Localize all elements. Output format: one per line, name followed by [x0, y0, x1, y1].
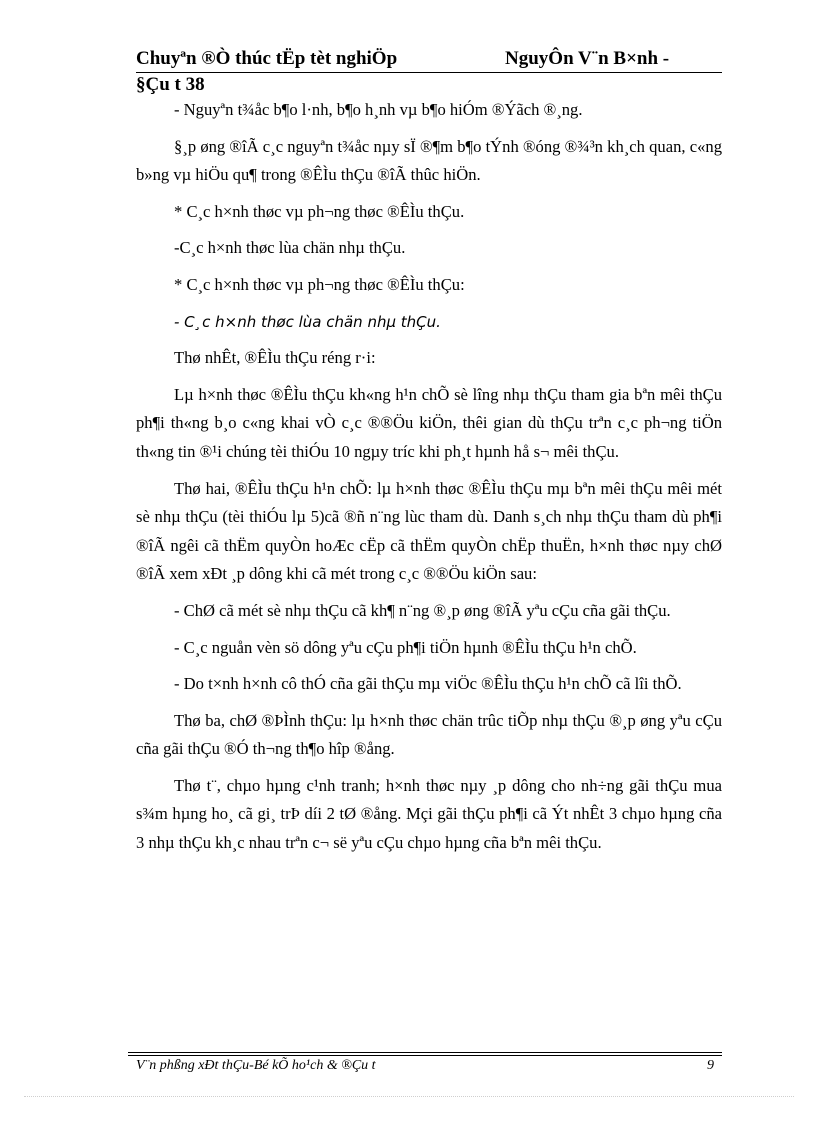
footer-rule: [128, 1052, 722, 1053]
paragraph: -C¸c h×nh thøc lùa chän nhµ thÇu.: [174, 238, 406, 258]
paragraph: - Do t×nh h×nh cô thÓ cña gãi thÇu mµ viÖc ®ÊÌu thÇu h¹n chÕ cã lîi thÕ.: [174, 674, 682, 694]
page-header: [136, 48, 722, 100]
paragraph: Lµ h×nh thøc ®ÊÌu thÇu kh«ng h¹n chÕ sè lîng nhµ thÇu tham gia bªn mêi thÇu ph¶i th«ng b¸o c«ng khai vÒ c¸c ®®Öu kiÖn, thêi gian dù thÇu trªn c¸c ph¬ng tiÖn th«ng tin ®¹i chúng tèi thiÓu 10 ngµy tríc khi ph¸t hµnh hå s¬ mêi thÇu.: [136, 384, 722, 461]
page-number: 9: [707, 1058, 714, 1073]
page-edge-divider: [24, 1096, 794, 1097]
header-subtitle: §Çu t 38: [136, 74, 205, 95]
paragraph: Thø hai, ®ÊÌu thÇu h¹n chÕ: lµ h×nh thøc ®ÊÌu thÇu mµ bªn mêi thÇu mêi mét sè nhµ thÇu (tèi thiÓu lµ 5)cã ®ñ n¨ng lùc tham dù. Danh s¸ch nhµ thÇu tham dù ph¶i ®îÃ ngêi cã thËm quyÒn hoÆc cËp cã thËm quyÒn chËp thuËn, h×nh thøc nµy chØ ®îÃ xem xÐt ¸p dông khi cã mét trong c¸c ®®Öu kiÖn sau:: [136, 478, 722, 584]
paragraph: Thø t¨, chµo hµng c¹nh tranh; h×nh thøc nµy ¸p dông cho nh÷ng gãi thÇu mua s¾m hµng ho¸ cã gi¸ trÞ díi 2 tØ ®ång. Mçi gãi thÇu ph¶i cã Ýt nhÊt 3 chµo hµng cña 3 nhµ thÇu kh¸c nhau trªn c¬ së yªu cÇu chµo hµng cña bªn mêi thÇu.: [136, 775, 722, 853]
paragraph: - ChØ cã mét sè nhµ thÇu cã kh¶ n¨ng ®¸p øng ®îÃ yªu cÇu cña gãi thÇu.: [174, 600, 671, 620]
document-body: [136, 96, 722, 866]
paragraph: * C¸c h×nh thøc vµ ph¬ng thøc ®ÊÌu thÇu:: [174, 274, 465, 294]
footer-rule: [128, 1055, 722, 1056]
paragraph: - Nguyªn t¾åc b¶o l·nh, b¶o h¸nh vµ b¶o hiÓm ®Ýãch ®¸ng.: [174, 100, 583, 119]
header-author: NguyÔn V¨n B×nh -: [505, 48, 670, 69]
paragraph: - C¸c nguån vèn sö dông yªu cÇu ph¶i tiÖn hµnh ®ÊÌu thÇu h¹n chÕ.: [174, 637, 637, 657]
page-footer: [136, 1058, 722, 1078]
footer-text: V¨n phßng xÐt thÇu-Bé kÕ ho¹ch & ®Çu t: [136, 1058, 376, 1073]
paragraph-italic: - C¸c h×nh thøc lùa chän nhµ thÇu.: [174, 312, 441, 331]
paragraph: * C¸c h×nh thøc vµ ph¬ng thøc ®ÊÌu thÇu.: [174, 201, 465, 221]
header-rule: [136, 72, 722, 73]
paragraph: §¸p øng ®îÃ c¸c nguyªn t¾åc nµy sÏ ®¶m b¶o tÝnh ®óng ®¾³n kh¸ch quan, c«ng b»ng vµ hiÖu qu¶ trong ®ÊÌu thÇu ®îÃ thûc hiÖn.: [136, 136, 722, 185]
paragraph: Thø ba, chØ ®ÞÌnh thÇu: lµ h×nh thøc chän trûc tiÕp nhµ thÇu ®¸p øng yªu cÇu cña gãi thÇu ®Ó th¬ng th¶o hîp ®ång.: [136, 710, 722, 759]
paragraph: Thø nhÊt, ®ÊÌu thÇu réng r·i:: [174, 348, 376, 368]
header-title: Chuyªn ®Ò thúc tËp tèt nghiÖp: [136, 48, 398, 69]
